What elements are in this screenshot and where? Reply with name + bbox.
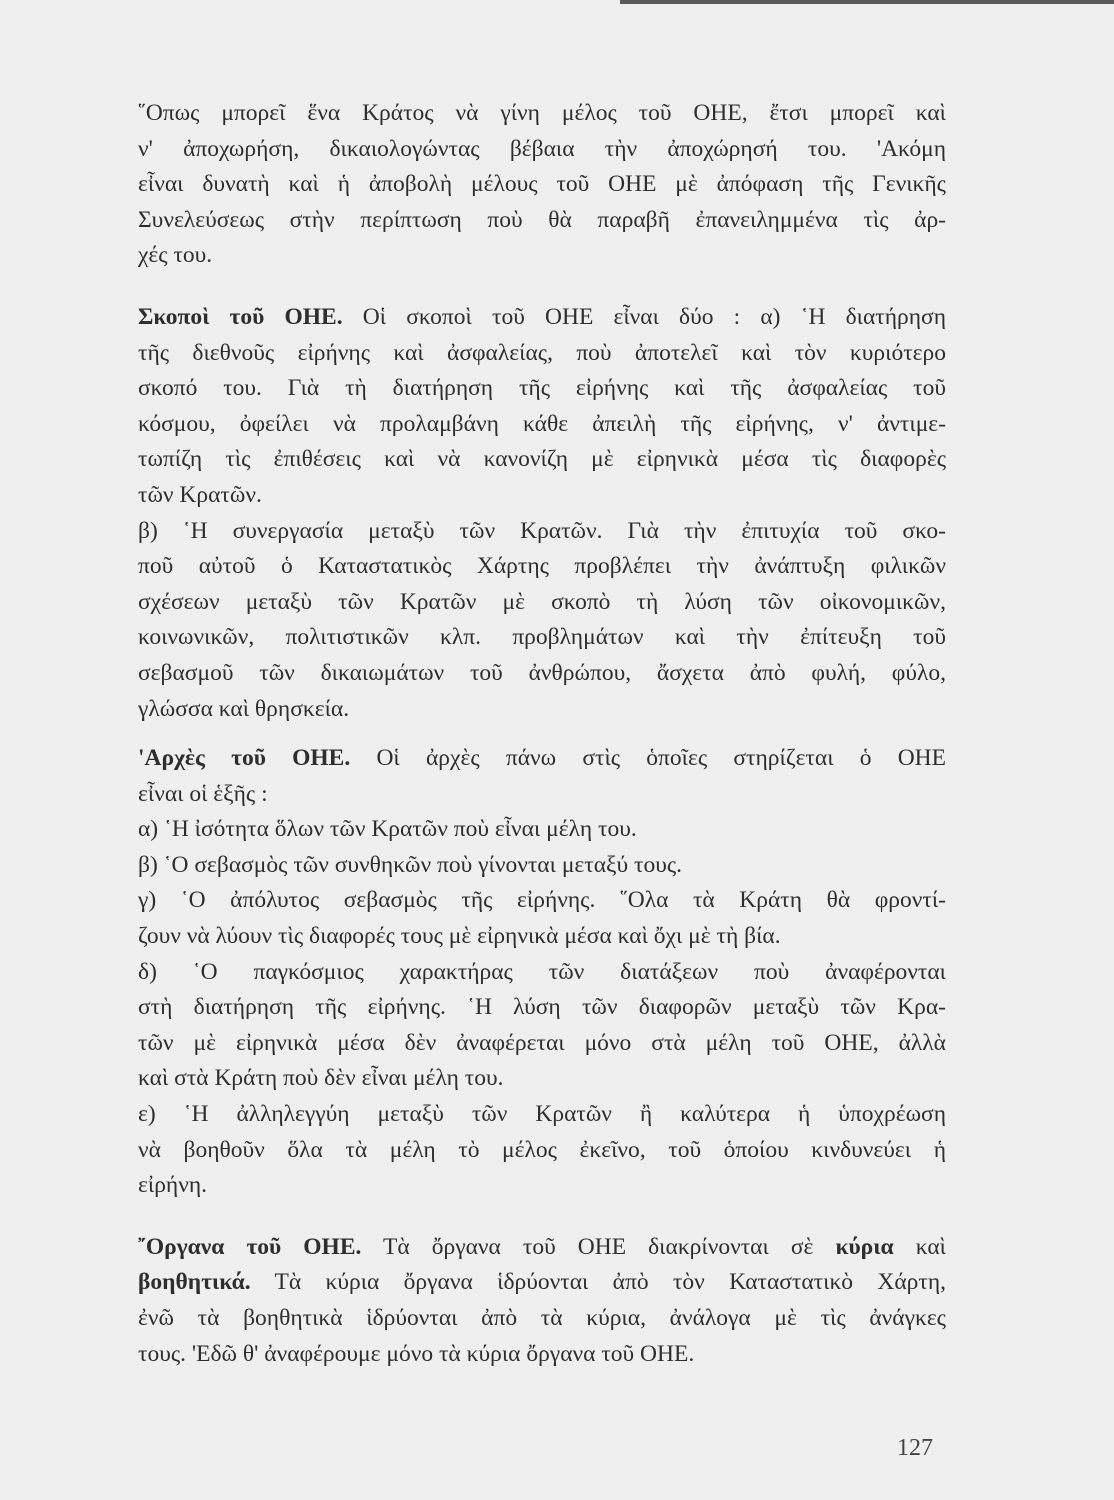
text-line: σεβασμοῦ τῶν δικαιωμάτων τοῦ ἀνθρώπου, ἄσχετα ἀπὸ φυλή, φύλο,: [138, 659, 946, 686]
text-line: α) ῾Η ἰσότητα ὅλων τῶν Κρατῶν ποὺ εἶναι μέλη του.: [138, 816, 637, 843]
text-line: β) ῾Ο σεβασμὸς τῶν συνθηκῶν ποὺ γίνονται μεταξύ τους.: [138, 851, 683, 878]
text-line: ἐνῶ τὰ βοηθητικὰ ἱδρύονται ἀπὸ τὰ κύρια, ἀνάλογα μὲ τὶς ἀνάγκες: [138, 1305, 946, 1331]
text-line: σκοπό του. Γιὰ τὴ διατήρηση τῆς εἰρήνης καὶ τῆς ἀσφαλείας τοῦ: [138, 375, 946, 402]
text-line: τωπίζη τὶς ἐπιθέσεις καὶ νὰ κανονίζη μὲ εἰρηνικὰ μέσα τὶς διαφορὲς: [138, 446, 946, 473]
list-item-e: [138, 1097, 946, 1204]
text-line: ποῦ αὐτοῦ ὁ Καταστατικὸς Χάρτης προβλέπει τὴν ἀνάπτυξη φιλικῶν: [138, 553, 946, 580]
text-line: τῶν Κρατῶν.: [138, 481, 262, 508]
text-line: γ) ῾Ο ἀπόλυτος σεβασμὸς τῆς εἰρήνης. ῞Ολα τὰ Κράτη θὰ φροντί-: [138, 887, 946, 914]
paragraph-organa: [138, 1230, 946, 1372]
text-line: δ) ῾Ο παγκόσμιος χαρακτήρας τῶν διατάξεων ποὺ ἀναφέρονται: [138, 958, 946, 985]
text-line: τῶν μὲ εἰρηνικὰ μέσα δὲν ἀναφέρεται μόνο στὰ μέλη τοῦ ΟΗΕ, ἀλλὰ: [138, 1029, 946, 1056]
text-line: γλώσσα καὶ θρησκεία.: [138, 695, 350, 722]
text-line: ν' ἀποχωρήση, δικαιολογώντας βέβαια τὴν ἀποχώρησή του. 'Ακόμη: [138, 135, 946, 162]
list-item-b: [138, 848, 946, 884]
paragraph-gap: [138, 727, 946, 741]
paragraph-intro: [138, 96, 946, 274]
page-text: [138, 96, 946, 1372]
section-heading-skopoi: Σκοποὶ τοῦ ΟΗΕ.: [138, 303, 343, 330]
text-line: σχέσεων μεταξὺ τῶν Κρατῶν μὲ σκοπὸ τὴ λύση τῶν οἰκονομικῶν,: [138, 588, 946, 615]
list-item-d: [138, 955, 946, 1097]
text-line: Συνελεύσεως στὴν περίπτωση ποὺ θὰ παραβῆ ἐπανειλημμένα τὶς ἀρ-: [138, 206, 946, 233]
text-run: Οἱ ἀρχὲς πάνω στὶς ὁποῖες στηρίζεται ὁ ΟΗΕ: [350, 745, 947, 772]
text-line: ζουν νὰ λύουν τὶς διαφορές τους μὲ εἰρηνικὰ μέσα καὶ ὄχι μὲ τὴ βία.: [138, 923, 781, 950]
paragraph-beta: [138, 514, 946, 728]
text-run: Οἱ σκοποὶ τοῦ ΟΗΕ εἶναι δύο : α) ῾Η διατήρηση: [342, 303, 946, 330]
text-line: χές του.: [138, 242, 213, 269]
text-line: [138, 741, 946, 777]
text-line: [138, 1265, 946, 1301]
text-line: νὰ βοηθοῦν ὅλα τὰ μέλη τὸ μέλος ἐκεῖνο, τοῦ ὁποίου κινδυνεύει ἡ: [138, 1136, 946, 1163]
text-line: [138, 1230, 946, 1266]
text-line: εἶναι οἱ ἑξῆς :: [138, 780, 268, 807]
text-line: εἰρήνη.: [138, 1172, 207, 1199]
text-line: καὶ στὰ Κράτη ποὺ δὲν εἶναι μέλη του.: [138, 1065, 504, 1092]
bold-term-kyria: κύρια: [835, 1233, 894, 1260]
text-run: Τὰ κύρια ὄργανα ἱδρύονται ἀπὸ τὸν Καταστατικὸ Χάρτη,: [250, 1269, 946, 1296]
paragraph-gap: [138, 1204, 946, 1230]
list-item-a: [138, 812, 946, 848]
text-line: τους. 'Εδῶ θ' ἀναφέρουμε μόνο τὰ κύρια ὄργανα τοῦ ΟΗΕ.: [138, 1340, 695, 1367]
scan-edge-rule: [620, 0, 1114, 4]
text-run: καὶ: [893, 1233, 946, 1260]
paragraph-skopoi: [138, 300, 946, 514]
text-line: κόσμου, ὀφείλει νὰ προλαμβάνη κάθε ἀπειλὴ τῆς εἰρήνης, ν' ἀντιμε-: [138, 410, 946, 437]
text-line: κοινωνικῶν, πολιτιστικῶν κλπ. προβλημάτων καὶ τὴν ἐπίτευξη τοῦ: [138, 624, 946, 651]
text-line: τῆς διεθνοῦς εἰρήνης καὶ ἀσφαλείας, ποὺ ἀποτελεῖ καὶ τὸν κυριότερο: [138, 339, 946, 366]
text-line: εἶναι δυνατὴ καὶ ἡ ἀποβολὴ μέλους τοῦ ΟΗΕ μὲ ἀπόφαση τῆς Γενικῆς: [138, 171, 946, 198]
section-heading-organa: ῎Οργανα τοῦ ΟΗΕ.: [138, 1233, 362, 1260]
bold-term-voithitika: βοηθητικά.: [138, 1269, 251, 1296]
paragraph-arches: [138, 741, 946, 812]
paragraph-gap: [138, 274, 946, 300]
text-line: [138, 300, 946, 336]
text-line: ε) ῾Η ἀλληλεγγύη μεταξὺ τῶν Κρατῶν ἢ καλύτερα ἡ ὑποχρέωση: [138, 1101, 946, 1128]
list-item-c: [138, 883, 946, 954]
section-heading-arches: 'Αρχὲς τοῦ ΟΗΕ.: [138, 745, 351, 772]
text-line: ῞Οπως μπορεῖ ἕνα Κράτος νὰ γίνη μέλος τοῦ ΟΗΕ, ἔτσι μπορεῖ καὶ: [138, 100, 946, 126]
page-number: 127: [897, 1435, 933, 1461]
text-line: στὴ διατήρηση τῆς εἰρήνης. ῾Η λύση τῶν διαφορῶν μεταξὺ τῶν Κρα-: [138, 994, 946, 1021]
text-line: β) ῾Η συνεργασία μεταξὺ τῶν Κρατῶν. Γιὰ τὴν ἐπιτυχία τοῦ σκο-: [138, 517, 946, 544]
text-run: Τὰ ὄργανα τοῦ ΟΗΕ διακρίνονται σὲ: [361, 1233, 836, 1260]
